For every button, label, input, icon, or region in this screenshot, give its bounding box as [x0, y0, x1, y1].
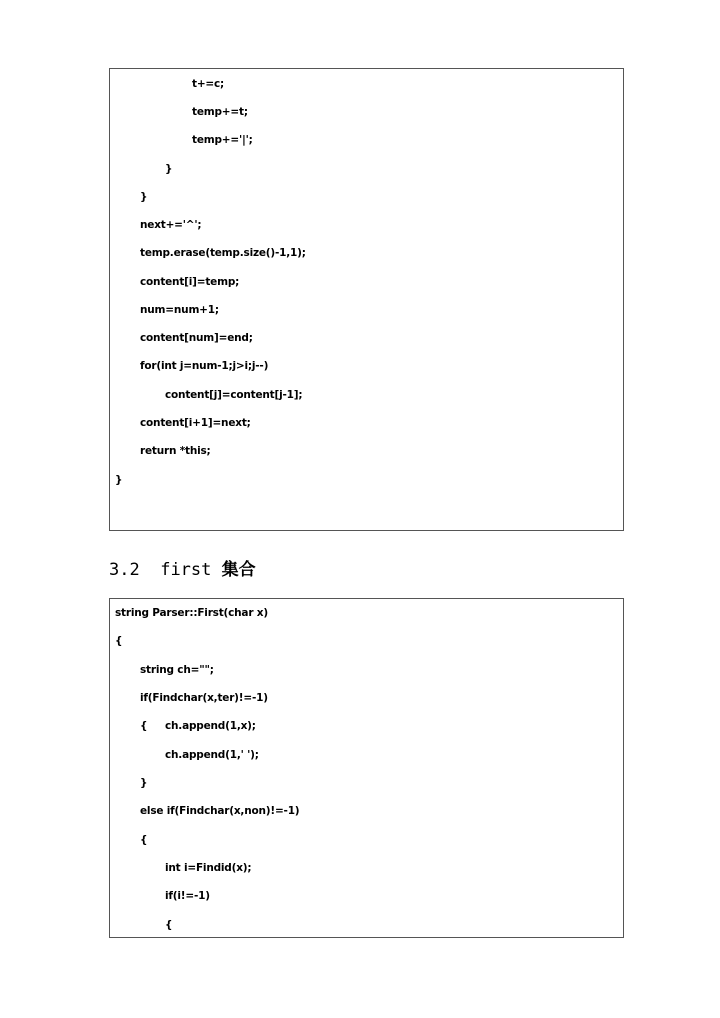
code-block-2 — [109, 598, 624, 938]
code-block-1 — [109, 68, 624, 531]
section-heading — [109, 558, 256, 582]
code-line: string Parser::First(char x) — [115, 607, 268, 619]
code-line: if(Findchar(x,ter)!=-1) — [140, 692, 268, 704]
code-line: } — [140, 191, 148, 203]
code-line: t+=c; — [192, 78, 225, 90]
section-number: 3.2 — [109, 560, 140, 580]
code-line: if(i!=-1) — [165, 890, 210, 902]
section-title-cn: 集合 — [221, 560, 256, 580]
code-line: } — [165, 163, 173, 175]
code-line: content[j]=content[j-1]; — [165, 389, 303, 401]
code-line: temp.erase(temp.size()-1,1); — [140, 247, 306, 259]
code-line: int i=Findid(x); — [165, 862, 252, 874]
code-line: next+='^'; — [140, 219, 202, 231]
code-line: temp+='|'; — [192, 134, 253, 146]
code-line: } — [140, 777, 148, 789]
code-line: { — [140, 720, 148, 732]
code-line: num=num+1; — [140, 304, 219, 316]
section-title-en: first — [160, 560, 212, 580]
code-line: { — [165, 919, 173, 931]
code-line: ch.append(1,' '); — [165, 749, 259, 761]
code-line: string ch=""; — [140, 664, 214, 676]
code-line: return *this; — [140, 445, 211, 457]
code-line: content[i+1]=next; — [140, 417, 251, 429]
code-line: else if(Findchar(x,non)!=-1) — [140, 805, 300, 817]
code-line: for(int j=num-1;j>i;j--) — [140, 360, 269, 372]
code-line: content[i]=temp; — [140, 276, 240, 288]
code-line: { — [115, 635, 123, 647]
code-line: } — [115, 474, 123, 486]
code-line: { — [140, 834, 148, 846]
code-line: ch.append(1,x); — [165, 720, 256, 732]
code-line: content[num]=end; — [140, 332, 253, 344]
code-line: temp+=t; — [192, 106, 248, 118]
